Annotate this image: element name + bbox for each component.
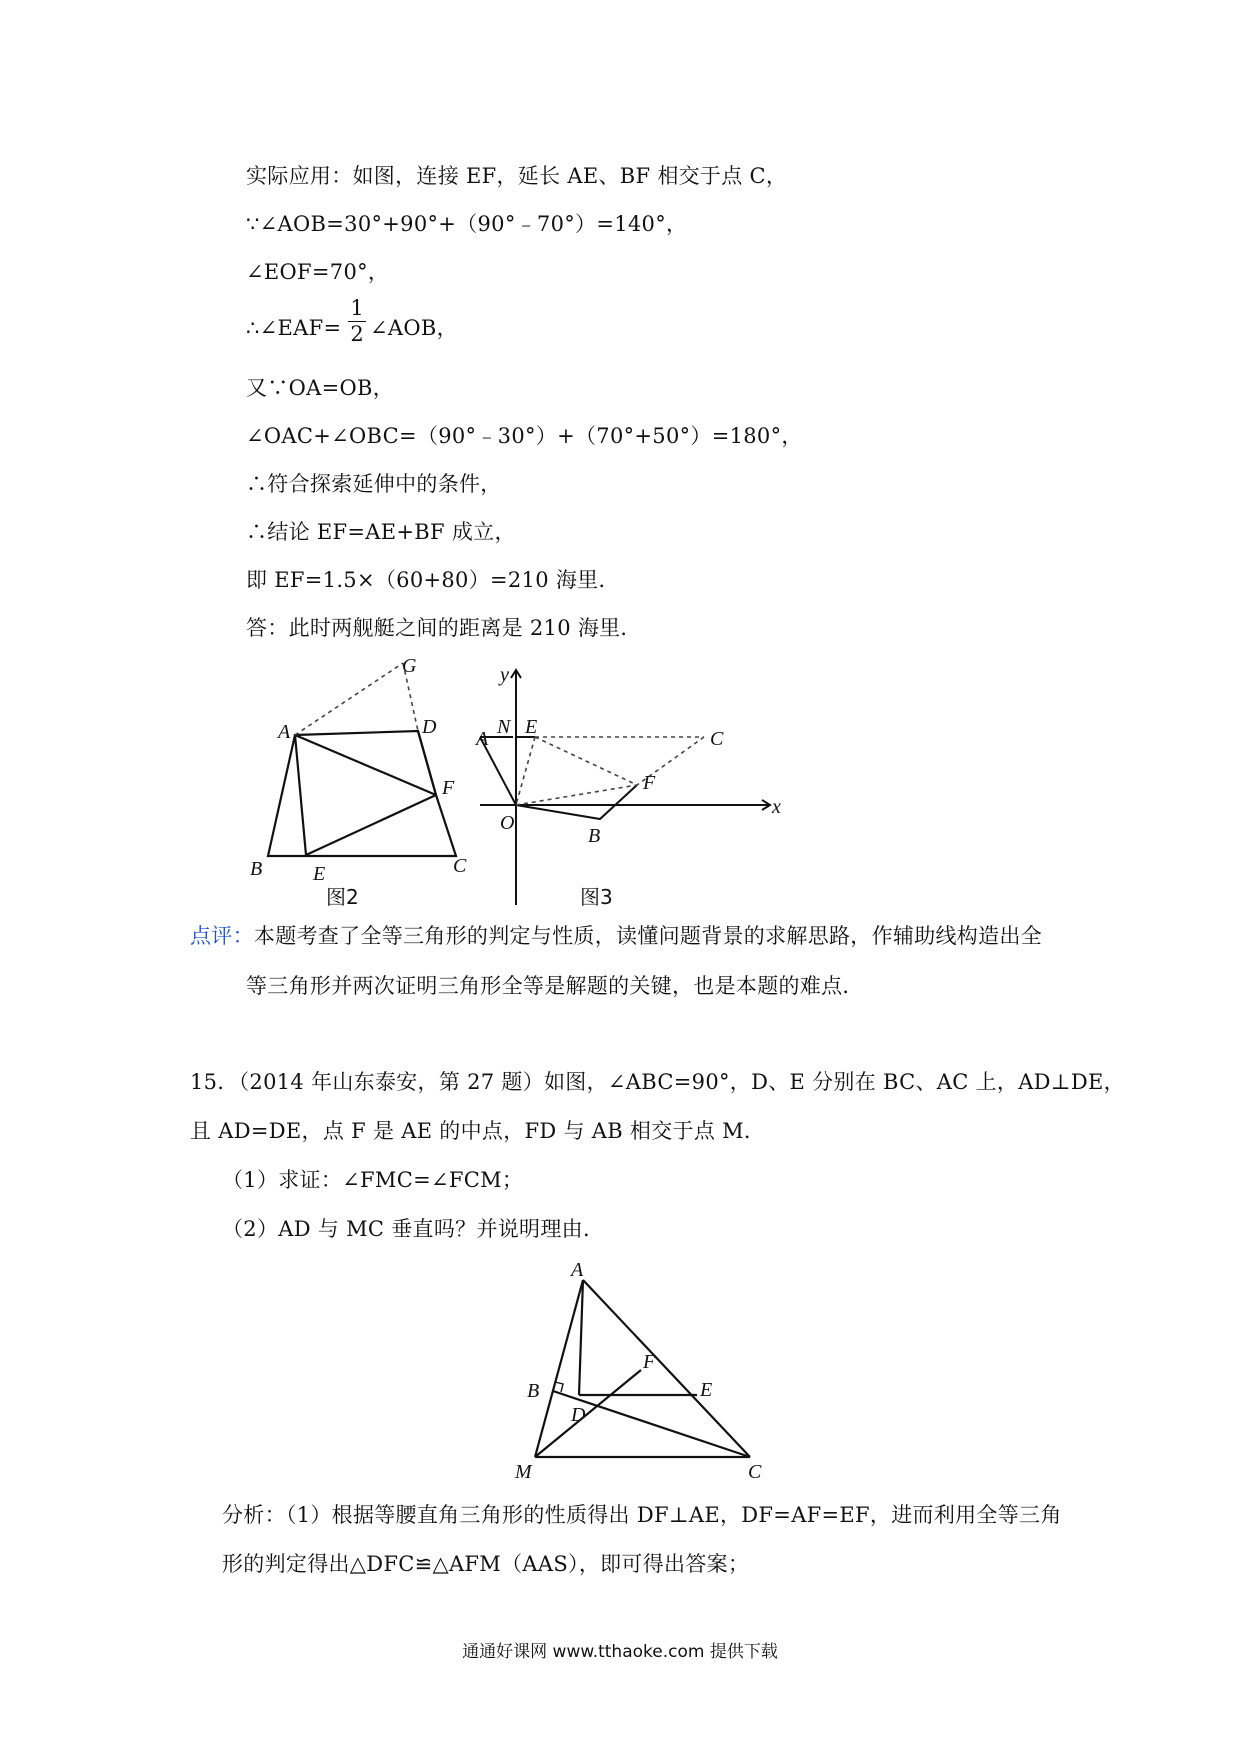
label-a: A	[571, 1259, 584, 1281]
label-g: G	[402, 655, 417, 677]
label-c: C	[453, 855, 467, 877]
caption-figure-2: 图2	[326, 885, 359, 909]
review-line-1	[190, 926, 1042, 947]
label-b: B	[588, 825, 601, 847]
label-e: E	[525, 716, 538, 738]
figure-3	[476, 664, 781, 915]
solution-line-4b: ∠AOB，	[370, 316, 458, 340]
label-e: E	[313, 863, 326, 885]
segment-ac	[583, 1280, 750, 1457]
review-line-2: 等三角形并两次证明三角形全等是解题的关键，也是本题的难点．	[246, 974, 864, 998]
label-b: B	[250, 858, 263, 880]
caption-figure-3: 图3	[580, 885, 613, 909]
solution-line-7: ∴符合探索延伸中的条件，	[246, 472, 502, 496]
solution-line-3: ∠EOF=70°，	[246, 260, 390, 284]
label-c: C	[748, 1461, 762, 1483]
fraction	[348, 298, 366, 345]
label-y: y	[500, 664, 509, 686]
review-label: 点评：	[190, 924, 254, 948]
label-f: F	[442, 777, 455, 799]
label-f: F	[643, 1351, 656, 1373]
fraction-denominator: 2	[350, 322, 364, 346]
label-d: D	[571, 1404, 586, 1426]
segment-mf	[535, 1370, 641, 1457]
label-e: E	[700, 1379, 713, 1401]
solution-line-2: ∵∠AOB=30°+90°+（90°﹣70°）=140°，	[246, 212, 688, 236]
problem-15-line-1: 15．（2014 年山东泰安，第 27 题）如图，∠ABC=90°，D、E 分别在 BC、AC 上，AD⊥DE，	[190, 1070, 1125, 1094]
review-text-1: 本题考查了全等三角形的判定与性质，读懂问题背景的求解思路，作辅助线构造出全	[253, 924, 1043, 948]
segment-am	[535, 1280, 583, 1457]
solution-line-8: ∴结论 EF=AE+BF 成立，	[246, 520, 516, 544]
figure-problem-15	[505, 1260, 775, 1482]
label-a: A	[476, 728, 489, 750]
segment-ad	[579, 1280, 583, 1395]
analysis-line-1: 分析：（1）根据等腰直角三角形的性质得出 DF⊥AE，DF=AF=EF，进而利用全等三角	[222, 1503, 1062, 1527]
solution-line-6: ∠OAC+∠OBC=（90°﹣30°）+（70°+50°）=180°，	[246, 424, 803, 448]
problem-15-line-2: 且 AD=DE，点 F 是 AE 的中点，FD 与 AB 相交于点 M．	[190, 1119, 766, 1143]
fraction-numerator: 1	[350, 296, 364, 320]
analysis-line-2: 形的判定得出△DFC≌△AFM（AAS），即可得出答案；	[222, 1552, 750, 1576]
dashed-ef	[535, 737, 637, 785]
problem-15-question-2: （2）AD 与 MC 垂直吗？并说明理由．	[222, 1217, 605, 1241]
solution-line-5: 又∵OA=OB，	[246, 376, 395, 400]
problem-15-question-1: （1）求证：∠FMC=∠FCM；	[222, 1168, 524, 1192]
dashed-eo	[516, 737, 535, 805]
page-footer: 通通好课网 www.tthaoke.com 提供下载	[462, 1642, 778, 1662]
solution-line-1: 实际应用：如图，连接 EF，延长 AE、BF 相交于点 C，	[246, 164, 788, 188]
label-m: M	[515, 1461, 532, 1483]
label-n: N	[497, 716, 511, 738]
label-a: A	[278, 721, 291, 743]
label-f: F	[643, 772, 656, 794]
dashed-ag	[295, 663, 403, 735]
label-d: D	[422, 716, 437, 738]
right-angle-mark	[555, 1382, 563, 1392]
solution-line-4a: ∴∠EAF=	[246, 316, 342, 340]
figure-2	[240, 650, 490, 910]
label-x: x	[772, 796, 781, 818]
solution-line-10: 答：此时两舰艇之间的距离是 210 海里．	[246, 616, 642, 640]
label-b: B	[527, 1380, 540, 1402]
solution-line-9: 即 EF=1.5×（60+80）=210 海里．	[246, 568, 620, 592]
label-c: C	[710, 728, 724, 750]
label-o: O	[500, 812, 515, 834]
